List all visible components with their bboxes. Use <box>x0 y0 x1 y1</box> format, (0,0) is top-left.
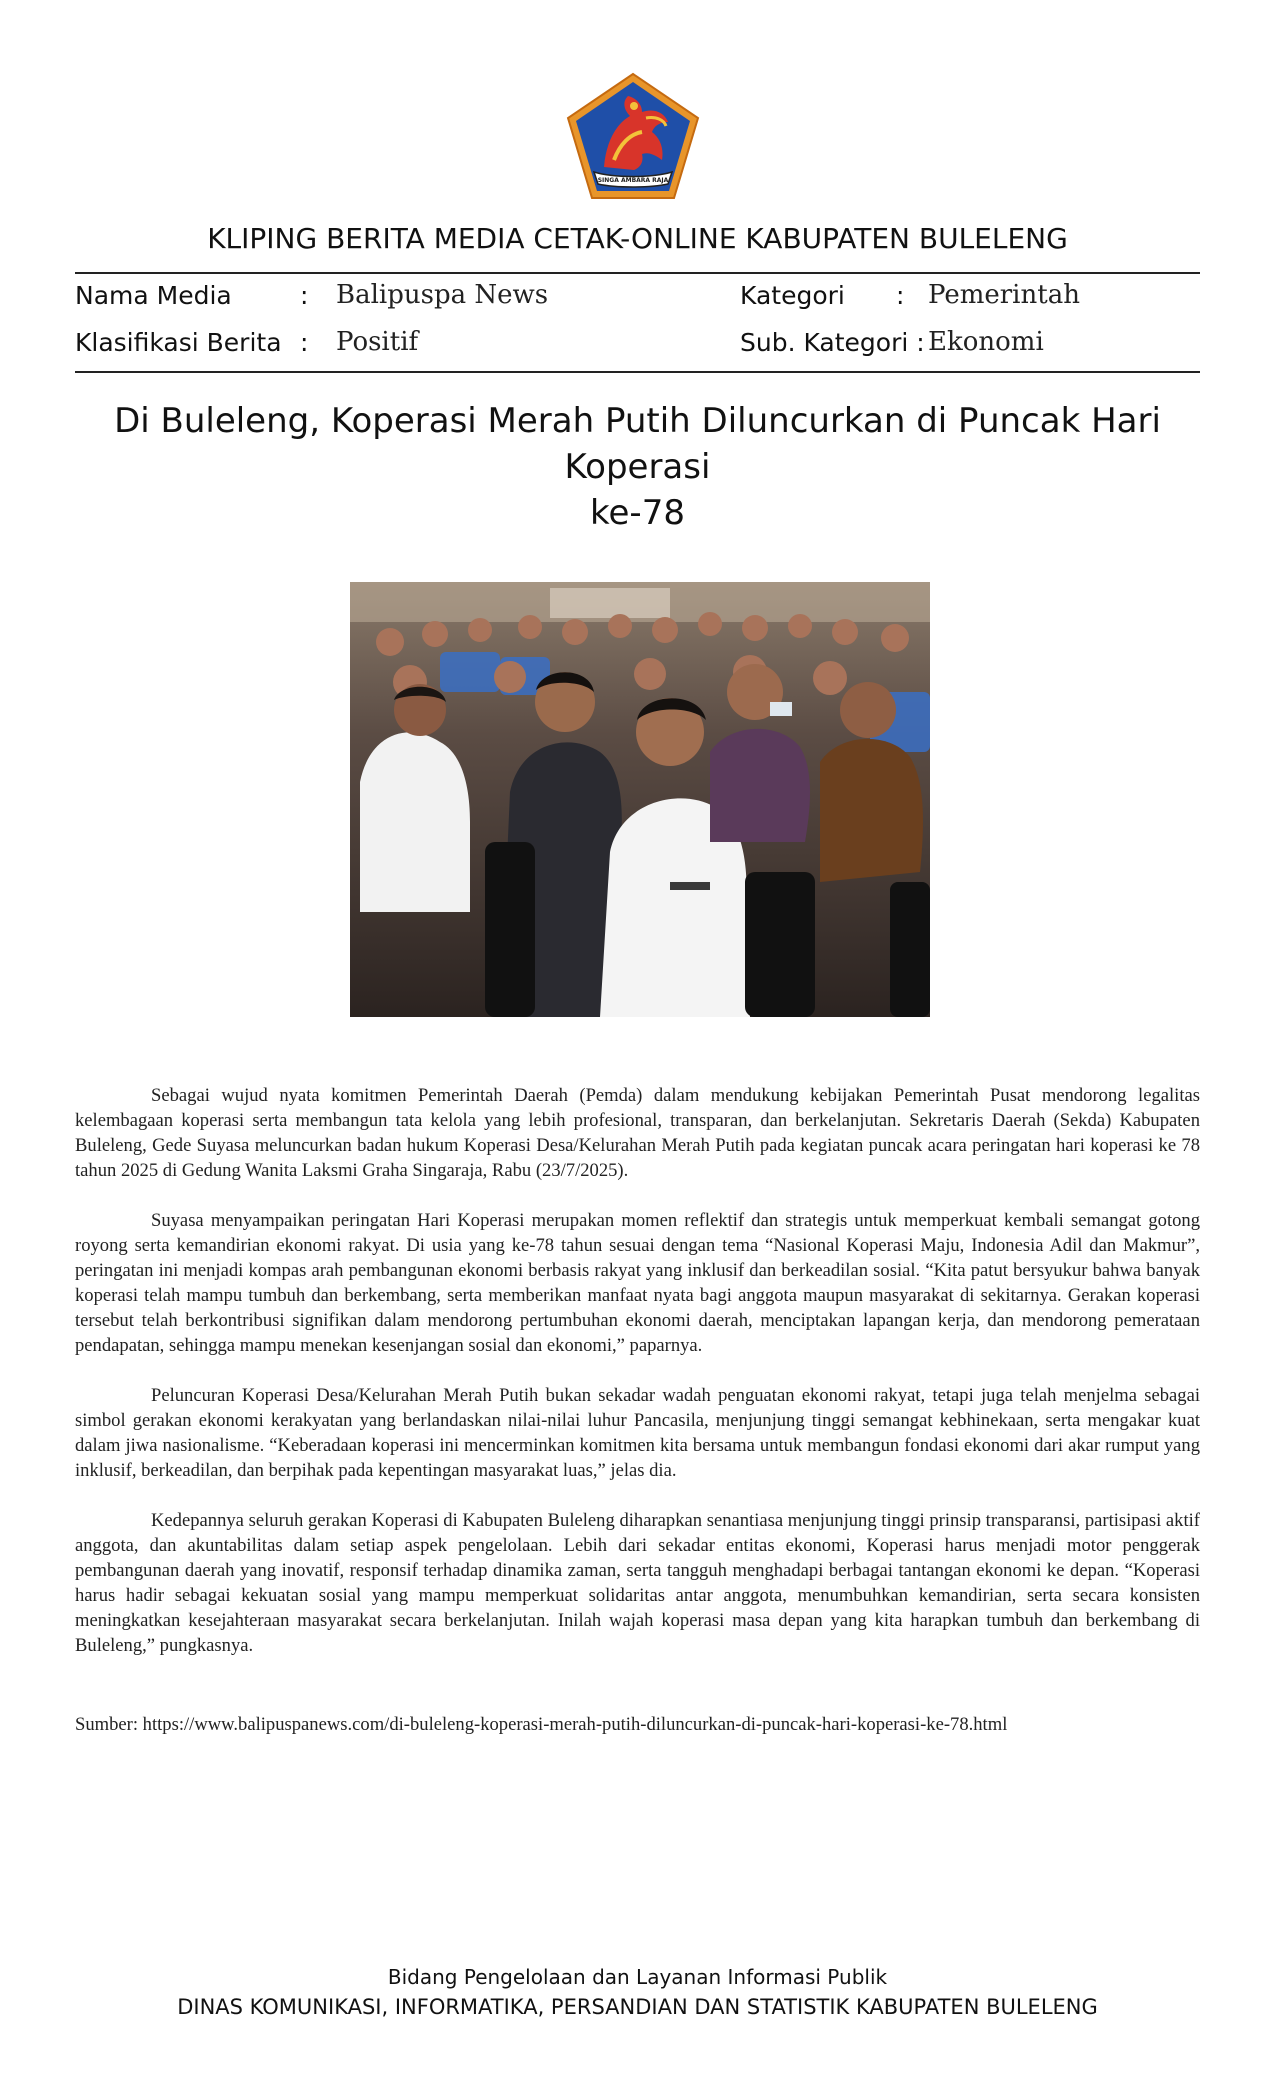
klasifikasi-separator: : <box>300 328 309 357</box>
nama-media-separator: : <box>300 281 309 310</box>
footer-agency: DINAS KOMUNIKASI, INFORMATIKA, PERSANDIAN DAN STATISTIK KABUPATEN BULELENG <box>177 1995 1098 2019</box>
audience-photo-graphic <box>350 582 930 1017</box>
logo-motto-text: SINGA AMBARA RAJA <box>597 177 669 184</box>
paragraph-1: Sebagai wujud nyata komitmen Pemerintah Daerah (Pemda) dalam mendukung kebijakan Pemerintah Pusat mendorong legalitas kelembagaan koperasi serta membangun tata kelola yang lebih profesional, transparan, dan berkelanjutan. Sekretaris Daerah (Sekda) Kabupaten Buleleng, Gede Suyasa meluncurkan badan hukum Koperasi Desa/Kelurahan Merah Putih pada kegiatan puncak acara peringatan hari koperasi ke 78 tahun 2025 di Gedung Wanita Laksmi Graha Singaraja, Rabu (23/7/2025). <box>75 1085 1200 1181</box>
article-body <box>75 1083 1200 1683</box>
sub-kategori-label: Sub. Kategori : <box>740 328 925 357</box>
paragraph-4: Kedepannya seluruh gerakan Koperasi di Kabupaten Buleleng diharapkan senantiasa menjunjung tinggi prinsip transparansi, partisipasi aktif anggota, dan akuntabilitas dalam setiap aspek pengelolaan. Lebih dari sekadar entitas ekonomi, Koperasi harus menjadi motor penggerak pembangunan daerah yang inovatif, responsif terhadap dinamika zaman, serta tangguh menghadapi berbagai tantangan ekonomi ke depan. “Koperasi harus hadir sebagai kekuatan sosial yang mampu memperkuat solidaritas antar anggota, menumbuhkan kemandirian, serta secara konsisten meningkatkan kesejahteraan masyarakat secara berkelanjutan. Inilah wajah koperasi masa depan yang kita harapkan tumbuh dan berkembang di Buleleng,” pungkasnya. <box>75 1510 1200 1656</box>
singa-ambara-raja-emblem-icon <box>564 72 702 202</box>
footer-department: Bidang Pengelolaan dan Layanan Informasi Publik <box>387 1965 888 1989</box>
article-photo <box>350 582 930 1017</box>
headline-line-1: Di Buleleng, Koperasi Merah Putih Diluncurkan di Puncak Hari Koperasi <box>114 401 1161 487</box>
kategori-separator: : <box>896 281 905 310</box>
header-rule-bottom <box>75 371 1200 373</box>
kliping-title: KLIPING BERITA MEDIA CETAK-ONLINE KABUPATEN BULELENG <box>207 222 1068 255</box>
kategori-label: Kategori <box>740 281 845 310</box>
paragraph-3: Peluncuran Koperasi Desa/Kelurahan Merah Putih bukan sekadar wadah penguatan ekonomi rakyat, tetapi juga telah menjelma sebagai simbol gerakan ekonomi kerakyatan yang berlandaskan nilai-nilai luhur Pancasila, menjunjung tinggi semangat kebhinekaan, serta mengakar kuat dalam jiwa nasionalisme. “Keberadaan koperasi ini mencerminkan komitmen kita bersama untuk membangun fondasi ekonomi dari akar rumput yang inklusif, berkeadilan, dan berpihak pada kepentingan masyarakat luas,” jelas dia. <box>75 1385 1200 1481</box>
paragraph-2: Suyasa menyampaikan peringatan Hari Koperasi merupakan momen reflektif dan strategis untuk memperkuat kembali semangat gotong royong serta kemandirian ekonomi rakyat. Di usia yang ke-78 tahun sesuai dengan tema “Nasional Koperasi Maju, Indonesia Adil dan Makmur”, peringatan ini menjadi kompas arah pembangunan ekonomi berbasis rakyat yang inklusif dan berkeadilan sosial. “Kita patut bersyukur bahwa banyak koperasi telah mampu tumbuh dan berkembang, serta memberikan manfaat nyata bagi anggota maupun masyarakat di sekitarnya. Gerakan koperasi tersebut telah berkontribusi signifikan dalam mendorong pertumbuhan ekonomi daerah, menciptakan lapangan kerja, dan mendorong pemerataan pendapatan, sehingga mampu menekan kesenjangan sosial dan ekonomi,” paparnya. <box>75 1210 1200 1356</box>
nama-media-value: Balipuspa News <box>336 280 549 310</box>
kategori-value: Pemerintah <box>928 280 1080 310</box>
header-rule-top <box>75 272 1200 274</box>
emblem-graphic <box>564 72 702 202</box>
headline-line-2: ke-78 <box>590 493 685 533</box>
sub-kategori-value: Ekonomi <box>928 327 1044 357</box>
article-source: Sumber: https://www.balipuspanews.com/di-buleleng-koperasi-merah-putih-diluncurkan-di-puncak-hari-koperasi-ke-78.html <box>75 1714 1008 1735</box>
article-headline <box>75 398 1200 536</box>
klasifikasi-label: Klasifikasi Berita <box>75 328 282 357</box>
klasifikasi-value: Positif <box>336 327 419 357</box>
nama-media-label: Nama Media <box>75 281 232 310</box>
